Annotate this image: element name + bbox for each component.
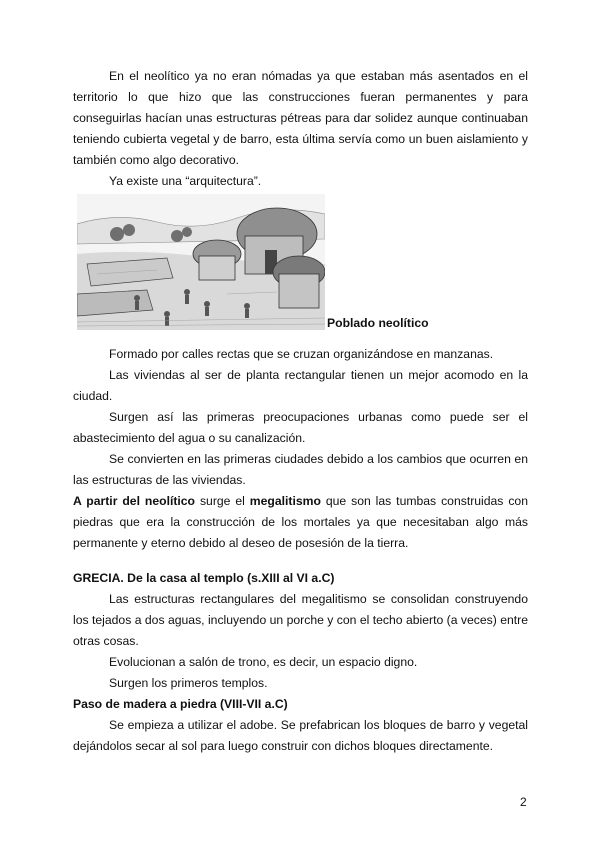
bold-phrase: A partir del neolítico [73, 494, 196, 508]
paragraph: Se convierten en las primeras ciudades debido a los cambios que ocurren en las estructuras de las viviendas. [73, 452, 528, 487]
page-content [73, 66, 528, 757]
spacer [73, 554, 528, 568]
paragraph: Las estructuras rectangulares del megalitismo se consolidan construyendo los tejados a dos aguas, incluyendo un porche y con el techo abierto (a veces) entre otras cosas. [73, 592, 528, 648]
bold-term: megalitismo [249, 494, 321, 508]
paragraph: En el neolítico ya no eran nómadas ya que estaban más asentados en el territorio lo que hizo que las construcciones fueran permanentes y para conseguirlas hacían unas estructuras pétreas para dar solidez aunque continuaban teniendo cubierta vegetal y de barro, esta última servía como un buen aislamiento y también como algo decorativo. [73, 69, 528, 167]
section-heading: GRECIA. De la casa al templo (s.XIII al VI a.C) [73, 571, 335, 585]
text-run: surge el [195, 494, 250, 508]
paragraph: Surgen así las primeras preocupaciones urbanas como puede ser el abastecimiento del agua o su canalización. [73, 410, 528, 445]
subsection-heading: Paso de madera a piedra (VIII-VII a.C) [73, 697, 288, 711]
page-number: 2 [520, 795, 527, 809]
text-run: que son las tumbas construidas con piedras que era la construcción de los mortales ya que necesitaban algo más permanente y eterno debido al deseo de posesión de la tierra. [73, 494, 528, 550]
paragraph: Las viviendas al ser de planta rectangular tienen un mejor acomodo en la ciudad. [73, 368, 528, 403]
neolithic-village-illustration [77, 194, 325, 330]
paragraph-megalitismo [73, 491, 528, 554]
figure-caption: Poblado neolítico [327, 316, 429, 330]
paragraph: Ya existe una “arquitectura”. [109, 174, 262, 188]
figure-row [73, 194, 528, 344]
paragraph: Evolucionan a salón de trono, es decir, un espacio digno. [109, 655, 418, 669]
paragraph: Se empieza a utilizar el adobe. Se prefabrican los bloques de barro y vegetal dejándolos secar al sol para luego construir con dichos bloques directamente. [73, 718, 528, 753]
paragraph: Formado por calles rectas que se cruzan organizándose en manzanas. [109, 347, 494, 361]
paragraph: Surgen los primeros templos. [109, 676, 268, 690]
